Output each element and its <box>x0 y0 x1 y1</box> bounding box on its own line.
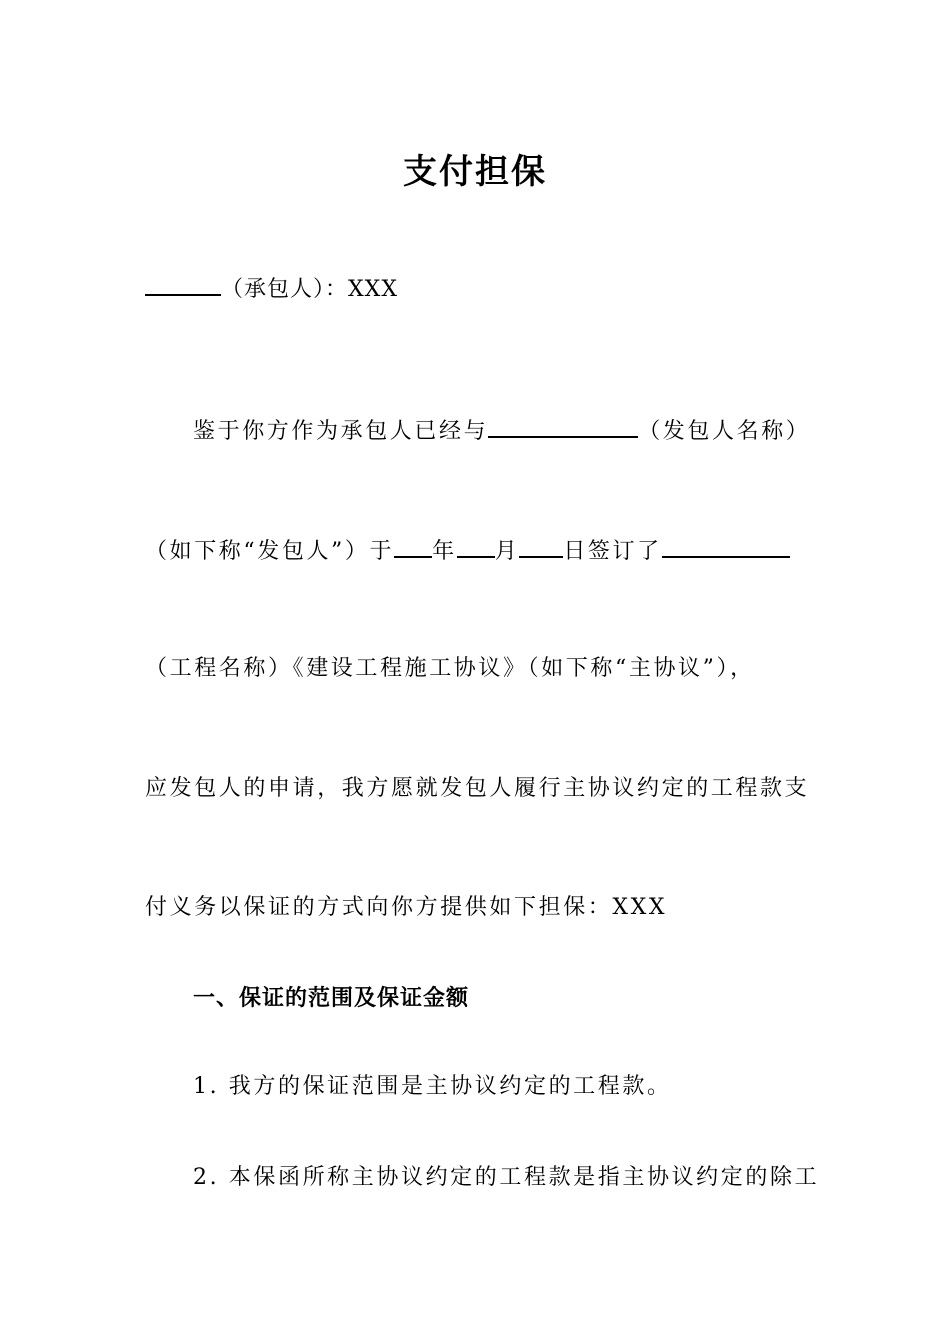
addressee-line <box>145 272 398 305</box>
month-label: 月 <box>494 539 520 564</box>
project-name-blank <box>662 534 790 558</box>
employer-name-blank <box>488 414 638 438</box>
para1-line1-text: 鉴于你方作为承包人已经与 <box>193 419 489 444</box>
para1-line1 <box>193 414 810 447</box>
year-label: 年 <box>432 539 457 564</box>
section1-heading: 一、保证的范围及保证金额 <box>193 986 470 1011</box>
para1-line2 <box>145 534 790 567</box>
addressee-value: XXX <box>348 277 399 302</box>
month-blank <box>457 534 495 558</box>
para1-line1-suffix: （发包人名称） <box>638 419 811 444</box>
addressee-label: （承包人）： <box>221 277 349 302</box>
para1-line3: （工程名称）《建设工程施工协议》（如下称“主协议”）， <box>145 656 755 681</box>
addressee-blank <box>145 272 221 296</box>
section1-item1: 1. 我方的保证范围是主协议约定的工程款。 <box>193 1074 672 1099</box>
para1-line4: 应发包人的申请，我方愿就发包人履行主协议约定的工程款支 <box>145 776 810 801</box>
day-label: 日签订了 <box>563 539 662 564</box>
day-blank <box>519 534 563 558</box>
para1-line2-text: （如下称“发包人”）于 <box>145 539 395 564</box>
year-blank <box>394 534 432 558</box>
section1-item2: 2. 本保函所称主协议约定的工程款是指主协议约定的除工 <box>193 1165 820 1190</box>
para1-line5: 付义务以保证的方式向你方提供如下担保：XXX <box>145 895 668 920</box>
document-title: 支付担保 <box>403 152 547 192</box>
